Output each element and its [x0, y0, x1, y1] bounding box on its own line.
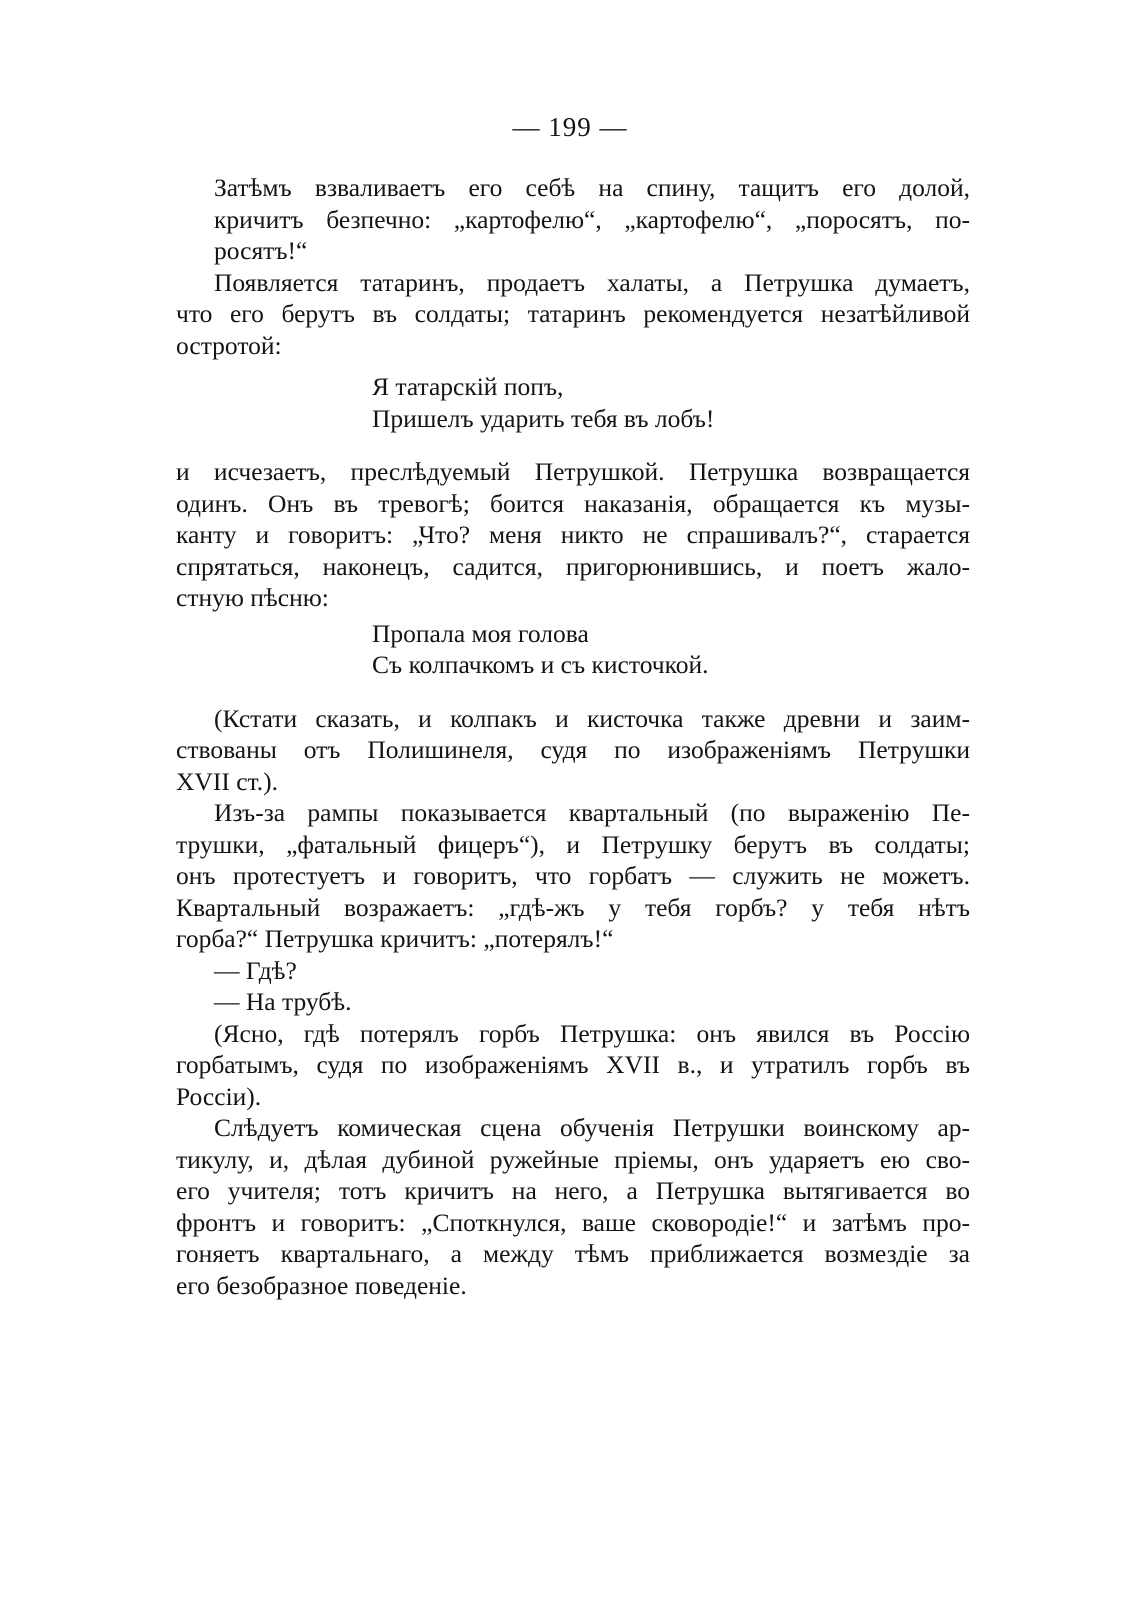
text-line: кричитъ безпечно: „картофелю“, „картофелю“, „поросятъ, по-: [214, 204, 970, 234]
verse-line: Съ колпачкомъ и съ кисточкой.: [372, 650, 709, 679]
text-line: Появляется татаринъ, продаетъ халаты, а Петрушка думаетъ,: [214, 267, 970, 297]
dialogue-line-1: — Гдѣ?: [214, 955, 297, 985]
text-line: его безобразное поведеніе.: [176, 1270, 467, 1300]
text-line: канту и говоритъ: „Что? меня никто не спрашивалъ?“, старается: [176, 520, 970, 549]
page-number: — 199 —: [512, 112, 628, 142]
text-line: спрятаться, наконецъ, садится, пригорюнившись, и поетъ жало-: [176, 551, 970, 581]
text-line: Слѣдуетъ комическая сцена обученія Петрушки воинскому ар-: [214, 1113, 970, 1142]
paragraph-3: [176, 456, 970, 614]
text-line: и исчезаетъ, преслѣдуемый Петрушкой. Петрушка возвращается: [176, 457, 970, 486]
text-line: XVII ст.).: [176, 766, 278, 796]
paragraph-5: [176, 797, 970, 955]
dialogue-line-2: — На трубѣ.: [214, 987, 352, 1016]
verse-1: [176, 371, 970, 434]
verse-line: Я татарскій попъ,: [372, 372, 564, 401]
text-line: Россіи).: [176, 1081, 262, 1111]
text-line: фронтъ и говоритъ: „Споткнулся, ваше сковородіе!“ и затѣмъ про-: [176, 1207, 970, 1237]
text-line: тикулу, и, дѣлая дубиной ружейные пріемы, онъ ударяетъ ею сво-: [176, 1144, 970, 1174]
text-line: Затѣмъ взваливаетъ его себѣ на спину, тащитъ его долой,: [214, 173, 970, 202]
paragraph-7: [176, 1112, 970, 1301]
text-line: (Ясно, гдѣ потерялъ горбъ Петрушка: онъ явился въ Россію: [214, 1018, 970, 1048]
paragraph-2: [176, 267, 970, 362]
text-line: что его берутъ въ солдаты; татаринъ рекомендуется незатѣйливой: [176, 299, 970, 328]
paragraph-1: [176, 172, 970, 267]
text-line: горбатымъ, судя по изображеніямъ XVII в., и утратилъ горбъ въ: [176, 1050, 970, 1079]
text-line: Квартальный возражаетъ: „гдѣ-жъ у тебя горбъ? у тебя нѣтъ: [176, 892, 970, 922]
paragraph-4: [176, 703, 970, 798]
text-line: гоняетъ квартальнаго, а между тѣмъ приближается возмездіе за: [176, 1239, 970, 1268]
verse-line: Пропала моя голова: [372, 618, 589, 648]
text-line: (Кстати сказать, и колпакъ и кисточка также древни и заим-: [214, 703, 970, 733]
text-line: одинъ. Онъ въ тревогѣ; боится наказанія, обращается къ музы-: [176, 488, 970, 518]
text-line: ствованы отъ Полишинеля, судя по изображеніямъ Петрушки: [176, 735, 970, 764]
text-line: остротой:: [176, 330, 282, 360]
verse-2: [176, 618, 970, 681]
verse-line: Пришелъ ударить тебя въ лобъ!: [372, 403, 715, 433]
text-line: онъ протестуетъ и говоритъ, что горбатъ — служить не можетъ.: [176, 861, 970, 890]
text-line: росятъ!“: [214, 236, 308, 265]
text-line: горба?“ Петрушка кричитъ: „потерялъ!“: [176, 924, 614, 953]
text-line: Изъ-за рампы показывается квартальный (по выраженію Пе-: [214, 798, 970, 827]
paragraph-6: [176, 1018, 970, 1113]
text-line: трушки, „фатальный фицеръ“), и Петрушку берутъ въ солдаты;: [176, 829, 970, 859]
body-text: [176, 172, 970, 1301]
text-line: его учителя; тотъ кричитъ на него, а Петрушка вытягивается во: [176, 1176, 970, 1205]
text-line: стную пѣсню:: [176, 583, 329, 612]
